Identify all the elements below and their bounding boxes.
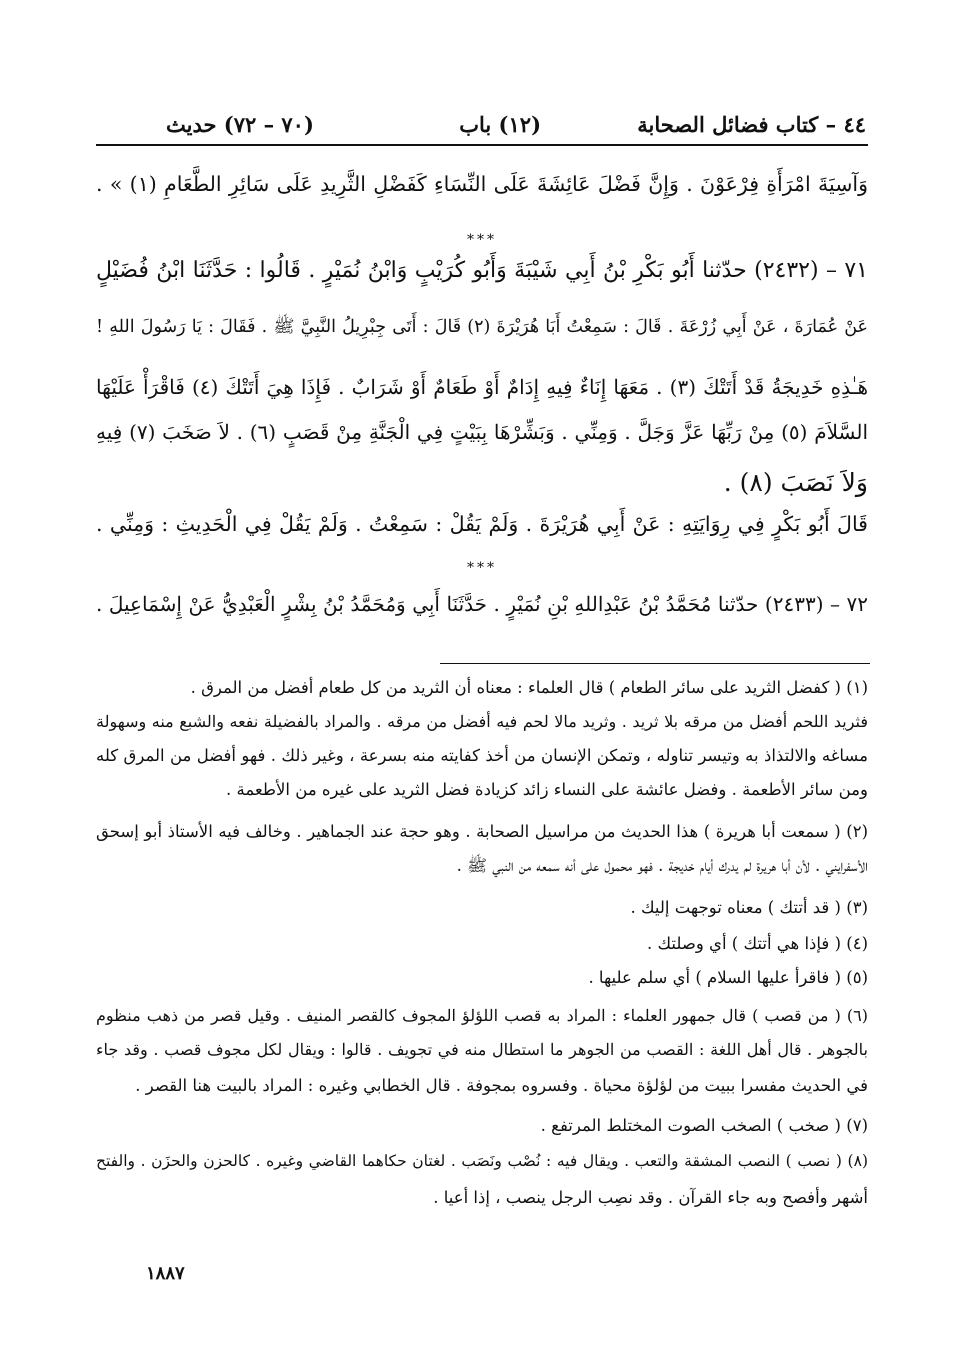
footnote-line: فثريد اللحم أفضل من مرقه بلا ثريد . وثريد مالا لحم فيه أفضل من مرقه . والمراد بالفضيلة نفعه والشبع منه وسهولة xyxy=(96,712,868,731)
text-line: عَنْ عُمَارَةَ ، عَنْ أَبِي زُرْعَةَ . قَالَ : سَمِعْتُ أَبَا هُرَيْرَةَ (٢) قَالَ : أَتَى جِبْرِيلُ النَّبِيَّ ﷺ . فَقَالَ : يَا رَسُولَ اللهِ ! xyxy=(96,317,868,337)
footnote-divider xyxy=(440,663,870,664)
text-line: السَّلاَمَ (٥) مِنْ رَبِّهَا عَزَّ وَجَلَّ . وَمِنِّي . وَبَشِّرْهَا بِبَيْتٍ فِي الْجَنَّةِ مِنْ قَصَبٍ (٦) . لاَ صَخَبَ (٧) فِيهِ xyxy=(96,420,869,444)
book-title: ٤٤ – كتاب فضائل الصحابة xyxy=(637,112,866,137)
footnote-line: (٧) ( صخب ) الصخب الصوت المختلط المرتفع . xyxy=(540,1116,868,1135)
text-line: ٧٢ – (٢٤٣٣) حدّثنا مُحَمَّدُ بْنُ عَبْدِاللهِ بْنِ نُمَيْرٍ . حَدَّثَنَا أَبِي وَمُحَمَّدُ بْنُ بِشْرٍ الْعَبْدِيُّ عَنْ إِسْمَاعِيلَ . xyxy=(96,592,868,616)
text-line: ٧١ – (٢٤٣٢) حدّثنا أَبُو بَكْرِ بْنُ أَبِي شَيْبَةَ وَأَبُو كُرَيْبٍ وَابْنُ نُمَيْرٍ . قَالُوا : حَدَّثَنَا ابْنُ فُضَيْلٍ xyxy=(96,258,868,283)
chapter-label: (١٢) باب xyxy=(459,112,541,137)
text-line: وَآسِيَةَ امْرَأَةِ فِرْعَوْنَ . وَإِنَّ فَضْلَ عَائِشَةَ عَلَى النِّسَاءِ كَفَضْلِ الثَّرِيدِ عَلَى سَائِرِ الطَّعَامِ (١) » . xyxy=(96,172,868,196)
header-divider xyxy=(96,144,868,146)
running-header xyxy=(96,106,866,142)
text-line: هَـٰذِهِ خَدِيجَةُ قَدْ أَتَتْكَ (٣) . مَعَهَا إِنَاءٌ فِيهِ إِدَامٌ أَوْ طَعَامٌ أَوْ شَرَابٌ . فَإِذَا هِيَ أَتَتْكَ (٤) فَاقْرَأْ عَلَيْهَا xyxy=(96,375,869,399)
footnote-line: أشهر وأفصح وبه جاء القرآن . وقد نصِب الرجل ينصب ، إذا أعيا . xyxy=(433,1188,868,1207)
footnote-line: (٤) ( فإذا هي أتتك ) أي وصلتك . xyxy=(646,934,868,953)
page-number: ١٨٨٧ xyxy=(146,1263,185,1284)
footnote-line: (٢) ( سمعت أبا هريرة ) هذا الحديث من مراسيل الصحابة . وهو حجة عند الجماهير . وخالف فيه الأستاذ أبو إسحق xyxy=(96,822,868,841)
hadith-range: (٧٠ – ٧٢) حديث xyxy=(166,112,314,137)
footnote-line: الأسفرايني . لأن أبا هريرة لم يدرك أيام خديجة . فهو محمول على أنه سمعه من النبي ﷺ . xyxy=(456,856,868,875)
footnote-line: مساغه والالتذاذ به وتيسر تناوله ، وتمكن الإنسان من أخذ كفايته منه بسرعة ، وغير ذلك . فهو أفضل من المرق كله xyxy=(96,746,868,765)
footnote-line: في الحديث مفسرا ببيت من لؤلؤة محياة . وفسروه بمجوفة . قال الخطابي وغيره : المراد بالبيت هنا القصر . xyxy=(135,1076,868,1095)
section-separator: *** xyxy=(467,232,497,248)
text-line: قَالَ أَبُو بَكْرٍ فِي رِوَايَتِهِ : عَنْ أَبِي هُرَيْرَةَ . وَلَمْ يَقُلْ : سَمِعْتُ . وَلَمْ يَقُلْ فِي الْحَدِيثِ : وَمِنِّي . xyxy=(96,512,868,536)
text-line: وَلاَ نَصَبَ (٨) . xyxy=(723,468,868,497)
footnote-line: بالجوهر . قال أهل اللغة : القصب من الجوهر ما استطال منه في تجويف . قالوا : ويقال لكل مجوف قصب . وقد جاء xyxy=(96,1040,868,1059)
footnote-line: (١) ( كفضل الثريد على سائر الطعام ) قال العلماء : معناه أن الثريد من كل طعام أفضل من المرق . xyxy=(190,678,868,697)
footnote-line: ومن سائر الأطعمة . وفضل عائشة على النساء زائد كزيادة فضل الثريد على غيره من الأطعمة . xyxy=(226,780,868,799)
footnote-line: (٥) ( فاقرأ عليها السلام ) أي سلم عليها . xyxy=(588,968,868,987)
footnote-line: (٣) ( قد أتتك ) معناه توجهت إليك . xyxy=(630,898,868,917)
footnote-line: (٦) ( من قصب ) قال جمهور العلماء : المراد به قصب اللؤلؤ المجوف كالقصر المنيف . وقيل قصر من ذهب منظوم xyxy=(96,1006,868,1025)
section-separator: *** xyxy=(467,560,497,576)
footnote-line: (٨) ( نصب ) النصب المشقة والتعب . ويقال فيه : نُصْب ونَصَب . لغتان حكاهما القاضي وغيره . كالحزن والحزَن . والفتح xyxy=(96,1152,868,1170)
